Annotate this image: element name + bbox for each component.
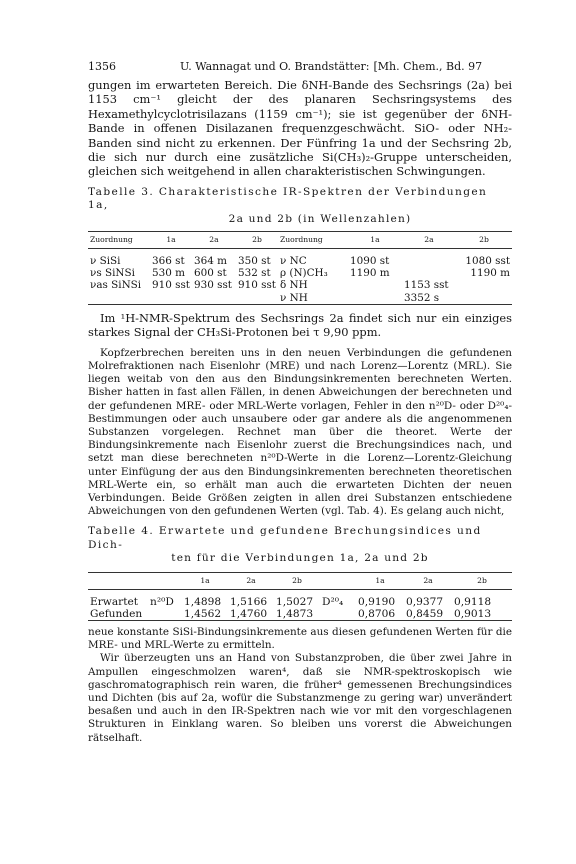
table-cell (88, 292, 150, 305)
paragraph-ir-discussion: gungen im erwarteten Bereich. Die δNH-Bande des Sechsrings (2a) bei 1153 cm⁻¹ gleicht der des planaren Sechsringsystems des Hexamethylcyclotrisilazans (1159 cm⁻¹); sie ist gegenüber der δNH-Bande in offenen Disilazanen frequenzgeschwächt. SiO- oder NH₂-Banden sind nicht zu erkennen. Der Fünfring 1a und der Sechsring 2b, die sich nur durch eine zusätzliche Si(CH₃)₂-Gruppe unterscheiden, gleichen sich weitgehend in allen charakteristischen Schwingungen. (88, 78, 512, 179)
table4-refraction-density (88, 572, 512, 625)
table-cell: 0,9013 (454, 607, 492, 620)
table-cell: 364 m (193, 255, 227, 268)
table4-header-cell (148, 572, 182, 589)
table3-header-cell: Zuordnung (279, 235, 323, 245)
table-cell: 0,9118 (454, 595, 492, 608)
table-cell: ρ (N)CH₃ (279, 267, 328, 280)
table-cell (348, 279, 402, 291)
table-cell: Gefunden (90, 607, 143, 620)
table3-caption-line2: 2a und 2b (in Wellenzahlen) (228, 212, 412, 225)
table-cell (192, 292, 236, 305)
table-cell (150, 292, 192, 305)
table-cell: 910 sst (237, 279, 276, 292)
page-number: 1356 (88, 60, 116, 73)
table4-caption-line2: ten für die Verbindungen 1a, 2a und 2b (171, 552, 429, 565)
table-cell: 0,8706 (358, 607, 396, 620)
table-cell: 0,9190 (358, 595, 396, 608)
table-cell: 0,8459 (406, 607, 444, 620)
table-row (88, 255, 512, 267)
header-authors: U. Wannagat und O. Brandstätter: (180, 60, 370, 73)
table-row (88, 279, 512, 291)
table-row (88, 292, 512, 305)
table-cell: 910 sst (152, 279, 190, 292)
running-header (88, 60, 512, 78)
table4-header-cell: 1a (375, 575, 385, 585)
table-cell: 532 st (237, 267, 271, 280)
table-cell (456, 292, 512, 305)
table4-header-row (88, 572, 512, 589)
table-cell: 600 st (193, 267, 227, 280)
table-cell: n²⁰D (150, 595, 174, 608)
table-cell: 530 m (152, 267, 185, 280)
table4-caption (88, 525, 512, 565)
table-cell: ν NC (279, 255, 307, 268)
table-cell: Erwartet (90, 595, 139, 608)
header-journal: [Mh. Chem., Bd. 97 (373, 60, 483, 73)
table3-header-cell: 2b (252, 235, 262, 245)
table3-header-cell: 2a (424, 235, 434, 245)
table-row (88, 608, 512, 621)
table4-header-cell: 1a (200, 575, 210, 585)
table-cell: 3352 s (403, 291, 440, 304)
table3-header-cell: 1a (166, 235, 176, 245)
table4-header-cell: 2a (423, 575, 433, 585)
table-cell: 1,5166 (230, 595, 268, 608)
table-cell (348, 292, 402, 305)
paragraph-nmr: Im ¹H-NMR-Spektrum des Sechsrings 2a findet sich nur ein einziges starkes Signal der CH₃Si-Protonen bei τ 9,90 ppm. (88, 310, 512, 340)
table-cell: ν SiSi (90, 255, 121, 268)
table-cell: 0,9377 (406, 595, 444, 608)
table-cell: νs SiNSi (90, 267, 135, 280)
table-cell: 1080 sst (465, 255, 510, 268)
table3-caption (88, 186, 512, 226)
table-cell: 1,4760 (230, 607, 268, 620)
table3-header-cell: 1a (370, 235, 380, 245)
table4-caption-line1: Tabelle 4. Erwartete und gefundene Brechungsindices und Dich- (88, 525, 482, 551)
table-cell (402, 267, 456, 279)
table3-header-cell: 2b (479, 235, 489, 245)
table-cell (456, 279, 512, 291)
table-cell: ν NH (279, 291, 308, 304)
table4-header-cell: 2a (246, 575, 256, 585)
table3-header-row (88, 232, 512, 249)
table-row (88, 267, 512, 279)
page (88, 60, 512, 745)
table-cell (148, 608, 182, 621)
table-cell: 1,5027 (276, 595, 314, 608)
table-cell: δ NH (279, 279, 308, 292)
paragraph-increments: neue konstante SiSi-Bindungsinkremente aus diesen gefundenen Werten für die MRE- und MRL-Werte zu ermitteln. (88, 625, 512, 652)
table-cell: 366 st (152, 255, 185, 268)
table-cell: 1,4898 (184, 595, 222, 608)
table-cell: 1,4873 (276, 607, 314, 620)
table-row (88, 596, 512, 608)
table-cell: 1090 st (349, 255, 390, 268)
table4-header-cell: 2b (477, 575, 487, 585)
table-cell: 1153 sst (403, 279, 449, 292)
table4-header-cell (320, 572, 356, 589)
table-cell: 1190 m (470, 267, 510, 280)
table-cell (402, 255, 456, 267)
table-cell: 1,4562 (184, 607, 222, 620)
table3-caption-line1: Tabelle 3. Charakteristische IR-Spektren der Verbindungen 1a, (88, 185, 488, 212)
table3-header-cell: 2a (209, 235, 219, 245)
paragraph-verification: Wir überzeugten uns an Hand von Substanzproben, die über zwei Jahre in Ampullen eingeschmolzen waren⁴, daß sie NMR-spektroskopisch wie gaschromatographisch rein waren, die früher⁴ gemessenen Brechungsindices und Dichten (bis auf 2a, wofür die Substanzmenge zu gering war) unverändert besaßen und auch in den IR-Spektren nach wie vor mit den vorgeschlagenen Strukturen in Einklang waren. So bleiben uns vorerst die Abweichungen rätselhaft. (88, 652, 512, 744)
table-cell: 350 st (237, 255, 271, 268)
table3-header-cell: Zuordnung (90, 235, 133, 245)
table-cell: 1190 m (349, 267, 390, 280)
table-cell: 930 sst (193, 279, 232, 292)
table3-ir-spectra (88, 231, 512, 309)
table-cell: νas SiNSi (90, 279, 142, 292)
table4-header-cell: 2b (292, 575, 302, 585)
table4-header-cell (88, 572, 148, 589)
table-cell (320, 608, 356, 621)
paragraph-molrefraction: Kopfzerbrechen bereiten uns in den neuen Verbindungen die gefundenen Molrefraktionen nach Eisenlohr (MRE) und nach Lorenz—Lorentz (MRL). Sie liegen weitab von den aus den Bindungsinkrementen berechneten Werten. Bisher hatten in fast allen Fällen, in denen Abweichungen der berechneten und der gefundenen MRE- oder MRL-Werte vorlagen, Fehler in den n²⁰D- oder D²⁰₄-Bestimmungen oder auch unsaubere oder gar andere als die angenommenen Substanzen vorgelegen. Rechnet man über die theoret. Werte der Bindungsinkremente nach Eisenlohr zuerst die Brechungsindices nach, und setzt man diese berechneten n²⁰D-Werte in die Lorenz—Lorentz-Gleichung unter Einfügung der aus den Bindungsinkrementen berechneten theoretischen MRL-Werte ein, so erhält man auch die erwarteten Dichten der neuen Verbindungen. Beide Größen zeigten in allen drei Substanzen entschiedene Abweichungen von den gefundenen Werten (vgl. Tab. 4). Es gelang auch nicht, (88, 346, 512, 518)
table-cell (236, 292, 278, 305)
table-cell: D²⁰₄ (322, 595, 344, 608)
